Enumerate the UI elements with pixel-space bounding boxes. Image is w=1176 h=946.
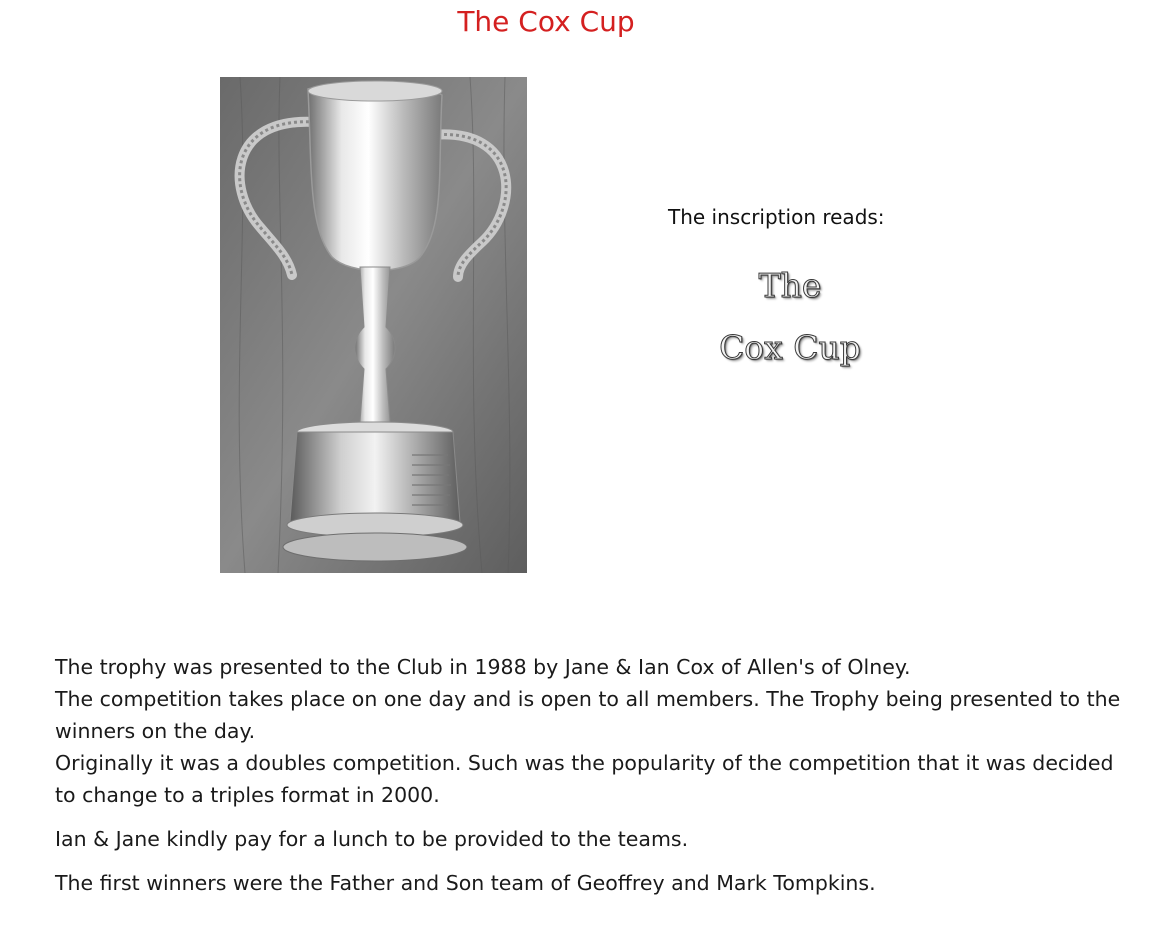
page-title: The Cox Cup bbox=[457, 5, 635, 38]
paragraph-first-winners: The first winners were the Father and Son team of Geoffrey and Mark Tompkins. bbox=[55, 871, 876, 895]
paragraph-presented: The trophy was presented to the Club in 1988 by Jane & Ian Cox of Allen's of Olney. bbox=[55, 655, 911, 679]
inscription-line-cox-cup: Cox Cup bbox=[719, 328, 861, 367]
paragraph-competition-day: The competition takes place on one day and is open to all members. The Trophy being presented to the winners on the day. bbox=[55, 687, 1121, 743]
description-text bbox=[55, 651, 1130, 899]
paragraph-lunch: Ian & Jane kindly pay for a lunch to be provided to the teams. bbox=[55, 827, 689, 851]
inscription-label: The inscription reads: bbox=[668, 205, 885, 229]
inscription-line-the: The bbox=[758, 266, 822, 305]
trophy-photo bbox=[220, 77, 527, 573]
paragraph-format-history: Originally it was a doubles competition. Such was the popularity of the competition that it was decided to change to a triples format in 2000. bbox=[55, 751, 1114, 807]
